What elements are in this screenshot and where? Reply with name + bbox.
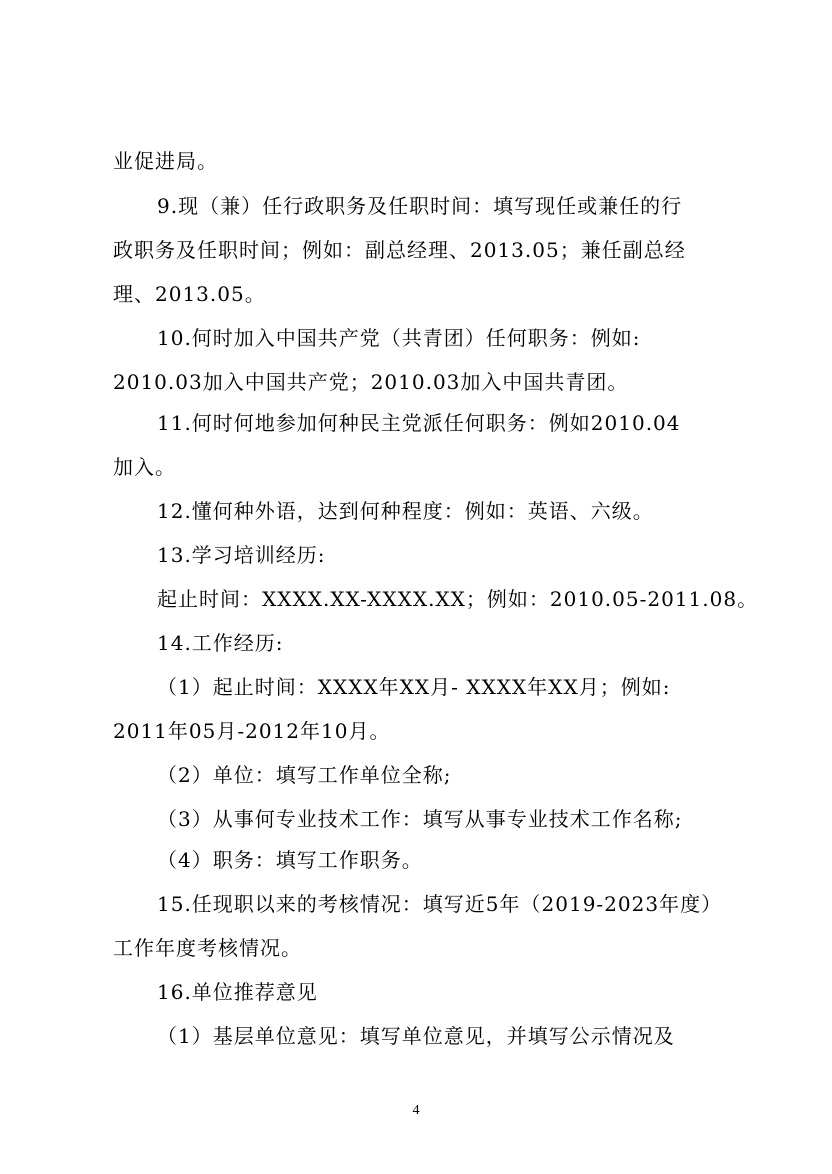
text-line: 业促进局。	[113, 149, 218, 173]
text-line: 12.懂何种外语，达到何种程度：例如：英语、六级。	[157, 499, 654, 523]
text-line: （1）基层单位意见：填写单位意见，并填写公示情况及	[157, 1024, 675, 1048]
text-line: 9.现（兼）任行政职务及任职时间：填写现任或兼任的行	[157, 194, 683, 218]
text-line: 15.任现职以来的考核情况：填写近5年（2019-2023年度）	[157, 892, 723, 916]
text-line: 13.学习培训经历:	[157, 543, 326, 567]
text-line: 2010.03加入中国共产党；2010.03加入中国共青团。	[113, 370, 629, 394]
text-line: （4）职务：填写工作职务。	[157, 848, 423, 872]
text-line: 2011年05月-2012年10月。	[113, 719, 391, 743]
text-line: 10.何时加入中国共产党（共青团）任何职务：例如:	[157, 326, 641, 350]
text-line: 理、2013.05。	[113, 282, 266, 306]
text-line: 工作年度考核情况。	[113, 936, 302, 960]
text-line: 政职务及任职时间；例如：副总经理、2013.05；兼任副总经	[113, 238, 686, 262]
page-number: 4	[412, 1103, 420, 1118]
text-line: （2）单位：填写工作单位全称;	[157, 763, 452, 787]
text-line: 加入。	[113, 455, 176, 479]
text-line: （3）从事何专业技术工作：填写从事专业技术工作名称;	[157, 807, 683, 831]
text-line: 16.单位推荐意见	[157, 980, 318, 1004]
text-line: （1）起止时间：XXXX年XX月- XXXX年XX月；例如:	[157, 675, 671, 699]
text-line: 起止时间：XXXX.XX-XXXX.XX；例如：2010.05-2011.08。	[157, 587, 759, 611]
text-line: 14.工作经历:	[157, 631, 284, 655]
text-line: 11.何时何地参加何种民主党派任何职务：例如2010.04	[157, 411, 681, 435]
